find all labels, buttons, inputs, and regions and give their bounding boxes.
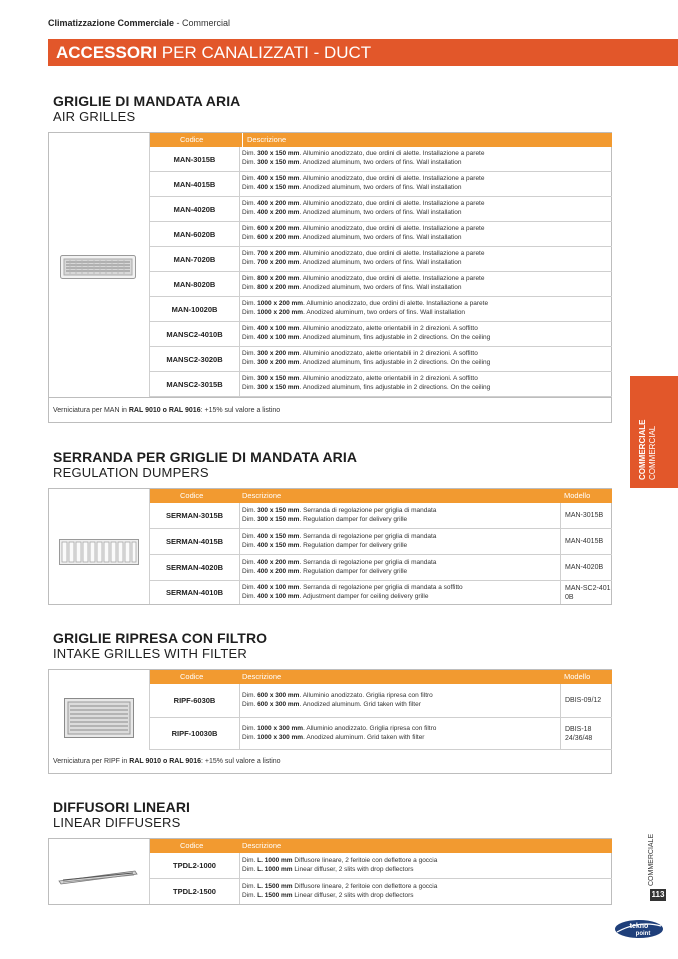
row-code: MAN-3015B <box>150 147 240 171</box>
row-code: SERMAN-4020B <box>150 555 240 580</box>
row-code: SERMAN-4015B <box>150 529 240 554</box>
running-header <box>48 18 230 28</box>
side-tab-label: COMMERCIALE <box>638 419 647 480</box>
table-row <box>150 581 612 604</box>
row-model: DBIS-09/12 <box>560 684 612 717</box>
row-model: MAN-3015B <box>560 503 612 528</box>
section2-table <box>48 488 612 605</box>
side-section-tab[interactable] <box>630 376 678 488</box>
side-label: COMMERCIALE <box>648 833 655 886</box>
table-row <box>150 555 612 581</box>
row-code: MAN-10020B <box>150 297 240 321</box>
intake-grille-image <box>64 698 134 738</box>
col-description: Descrizione <box>242 841 282 850</box>
row-code: SERMAN-3015B <box>150 503 240 528</box>
row-model: MAN-4020B <box>560 555 612 580</box>
col-description: Descrizione <box>242 672 282 681</box>
row-code: RIPF-6030B <box>150 684 240 717</box>
table-row <box>150 247 612 272</box>
section1-table <box>48 132 612 423</box>
section2-title: SERRANDA PER GRIGLIE DI MANDATA ARIA <box>53 449 358 465</box>
table-row <box>150 879 612 904</box>
row-description: Dim. 400 x 150 mm. Alluminio anodizzato, due ordini di alette. Installazione a parete Dim. 400 x 150 mm. Anodized aluminum, two orders of fins. Wall installation <box>242 175 485 191</box>
table-row <box>150 529 612 555</box>
row-code: SERMAN-4010B <box>150 581 240 604</box>
page-banner <box>48 39 678 66</box>
table-row <box>150 272 612 297</box>
table-row <box>150 172 612 197</box>
col-code: Codice <box>180 135 204 144</box>
table-row <box>150 222 612 247</box>
row-code: MANSC2-3015B <box>150 372 240 396</box>
row-code: TPDL2-1500 <box>150 879 240 904</box>
row-code: MANSC2-3020B <box>150 347 240 371</box>
row-code: MAN-7020B <box>150 247 240 271</box>
row-description: Dim. 300 x 150 mm. Alluminio anodizzato, due ordini di alette. Installazione a parete Dim. 300 x 150 mm. Anodized aluminum, two orders of fins. Wall installation <box>242 150 485 166</box>
intake-grille-image-cell <box>49 670 150 750</box>
section3-subtitle: INTAKE GRILLES WITH FILTER <box>53 646 247 661</box>
svg-text:tekno: tekno <box>629 923 649 930</box>
running-header-sub: - Commercial <box>174 18 231 28</box>
row-description: Dim. 700 x 200 mm. Alluminio anodizzato, due ordini di alette. Installazione a parete Dim. 700 x 200 mm. Anodized aluminum, two orders of fins. Wall installation <box>242 250 485 266</box>
table-header <box>150 670 612 684</box>
side-tab-sublabel: COMMERCIAL <box>648 425 657 480</box>
table-row <box>150 322 612 347</box>
linear-diffuser-image <box>57 869 139 885</box>
table-row <box>150 503 612 529</box>
col-description: Descrizione <box>242 133 286 147</box>
row-model: MAN-4015B <box>560 529 612 554</box>
svg-text:point: point <box>635 931 651 937</box>
col-code: Codice <box>180 672 204 681</box>
col-model: Modello <box>564 491 591 500</box>
section2-subtitle: REGULATION DUMPERS <box>53 465 209 480</box>
banner-bold: ACCESSORI <box>56 43 158 62</box>
col-code: Codice <box>180 491 204 500</box>
col-description: Descrizione <box>242 491 282 500</box>
table-header <box>150 839 612 853</box>
table-header <box>150 489 612 503</box>
row-code: RIPF-10030B <box>150 718 240 749</box>
table-note: Verniciatura per RIPF in RAL 9010 o RAL 9016: +15% sul valore a listino <box>53 758 281 765</box>
table-row <box>150 197 612 222</box>
row-description: Dim. 600 x 300 mm. Alluminio anodizzato. Griglia ripresa con filtro Dim. 600 x 300 mm. Anodized aluminum. Grid taken with filter <box>242 692 433 708</box>
row-description: Dim. 400 x 150 mm. Serranda di regolazione per griglia di mandata Dim. 400 x 150 mm. Regulation damper for delivery grille <box>242 533 437 549</box>
row-code: TPDL2-1000 <box>150 853 240 878</box>
row-description: Dim. 1000 x 200 mm. Alluminio anodizzato, due ordini di alette. Installazione a parete Dim. 1000 x 200 mm. Anodized aluminum, two orders of fins. Wall installation <box>242 300 489 316</box>
row-code: MANSC2-4010B <box>150 322 240 346</box>
table-row <box>150 853 612 879</box>
table-row <box>150 347 612 372</box>
section1-subtitle: AIR GRILLES <box>53 109 136 124</box>
row-description: Dim. 800 x 200 mm. Alluminio anodizzato, due ordini di alette. Installazione a parete Dim. 800 x 200 mm. Anodized aluminum, two orders of fins. Wall installation <box>242 275 485 291</box>
row-description: Dim. L. 1000 mm Diffusore lineare, 2 feritoie con deflettore a goccia Dim. L. 1000 mm Linear diffuser, 2 slits with drop deflectors <box>242 857 438 873</box>
table-row <box>150 684 612 718</box>
row-description: Dim. 300 x 150 mm. Alluminio anodizzato, alette orientabili in 2 direzioni. A soffitto Dim. 300 x 150 mm. Anodized aluminum, fins adjustable in 2 directions. On the ceiling <box>242 375 491 391</box>
row-code: MAN-6020B <box>150 222 240 246</box>
row-code: MAN-4020B <box>150 197 240 221</box>
table-row <box>150 297 612 322</box>
section1-title: GRIGLIE DI MANDATA ARIA <box>53 93 241 109</box>
section3-table <box>48 669 612 774</box>
section4-table <box>48 838 612 905</box>
row-description: Dim. 400 x 200 mm. Serranda di regolazione per griglia di mandata Dim. 400 x 200 mm. Regulation damper for delivery grille <box>242 559 437 575</box>
page-number: 113 <box>651 890 665 899</box>
col-code: Codice <box>180 841 204 850</box>
row-model: MAN-SC2-4010B <box>560 581 612 604</box>
row-description: Dim. 400 x 100 mm. Alluminio anodizzato, alette orientabili in 2 direzioni. A soffitto Dim. 400 x 100 mm. Anodized aluminum, fins adjustable in 2 directions. On the ceiling <box>242 325 491 341</box>
section4-title: DIFFUSORI LINEARI <box>53 799 191 815</box>
table-header <box>150 133 612 147</box>
section4-subtitle: LINEAR DIFFUSERS <box>53 815 181 830</box>
diffuser-image-cell <box>49 839 150 904</box>
row-description: Dim. 400 x 200 mm. Alluminio anodizzato, due ordini di alette. Installazione a parete Dim. 400 x 200 mm. Anodized aluminum, two orders of fins. Wall installation <box>242 200 485 216</box>
damper-image-cell <box>49 489 150 604</box>
damper-image <box>59 539 139 565</box>
banner-rest: PER CANALIZZATI - DUCT <box>157 43 372 62</box>
tekno-point-logo <box>614 918 664 940</box>
row-description: Dim. 1000 x 300 mm. Alluminio anodizzato. Griglia ripresa con filtro Dim. 1000 x 300 mm. Anodized aluminum. Grid taken with filter <box>242 725 437 741</box>
col-model: Modello <box>564 672 591 681</box>
row-description: Dim. 300 x 200 mm. Alluminio anodizzato, alette orientabili in 2 direzioni. A soffitto Dim. 300 x 200 mm. Anodized aluminum, fins adjustable in 2 directions. On the ceiling <box>242 350 491 366</box>
grille-image-cell <box>49 133 150 397</box>
row-code: MAN-8020B <box>150 272 240 296</box>
row-description: Dim. L. 1500 mm Diffusore lineare, 2 feritoie con deflettore a goccia Dim. L. 1500 mm Linear diffuser, 2 slits with drop deflectors <box>242 883 438 899</box>
table-row <box>150 147 612 172</box>
table-row <box>150 718 612 750</box>
row-model: DBIS-18 24/36/48 <box>560 718 612 749</box>
running-header-category: Climatizzazione Commerciale <box>48 18 175 28</box>
table-row <box>150 372 612 397</box>
table-note: Verniciatura per MAN in RAL 9010 o RAL 9016: +15% sul valore a listino <box>53 407 281 414</box>
section3-title: GRIGLIE RIPRESA CON FILTRO <box>53 630 268 646</box>
air-grille-image <box>60 255 136 279</box>
row-description: Dim. 400 x 100 mm. Serranda di regolazione per griglia di mandata a soffitto Dim. 400 x 100 mm. Adjustment damper for ceiling delivery grille <box>242 584 463 600</box>
row-code: MAN-4015B <box>150 172 240 196</box>
row-description: Dim. 300 x 150 mm. Serranda di regolazione per griglia di mandata Dim. 300 x 150 mm. Regulation damper for delivery grille <box>242 507 437 523</box>
row-description: Dim. 600 x 200 mm. Alluminio anodizzato, due ordini di alette. Installazione a parete Dim. 600 x 200 mm. Anodized aluminum, two orders of fins. Wall installation <box>242 225 485 241</box>
